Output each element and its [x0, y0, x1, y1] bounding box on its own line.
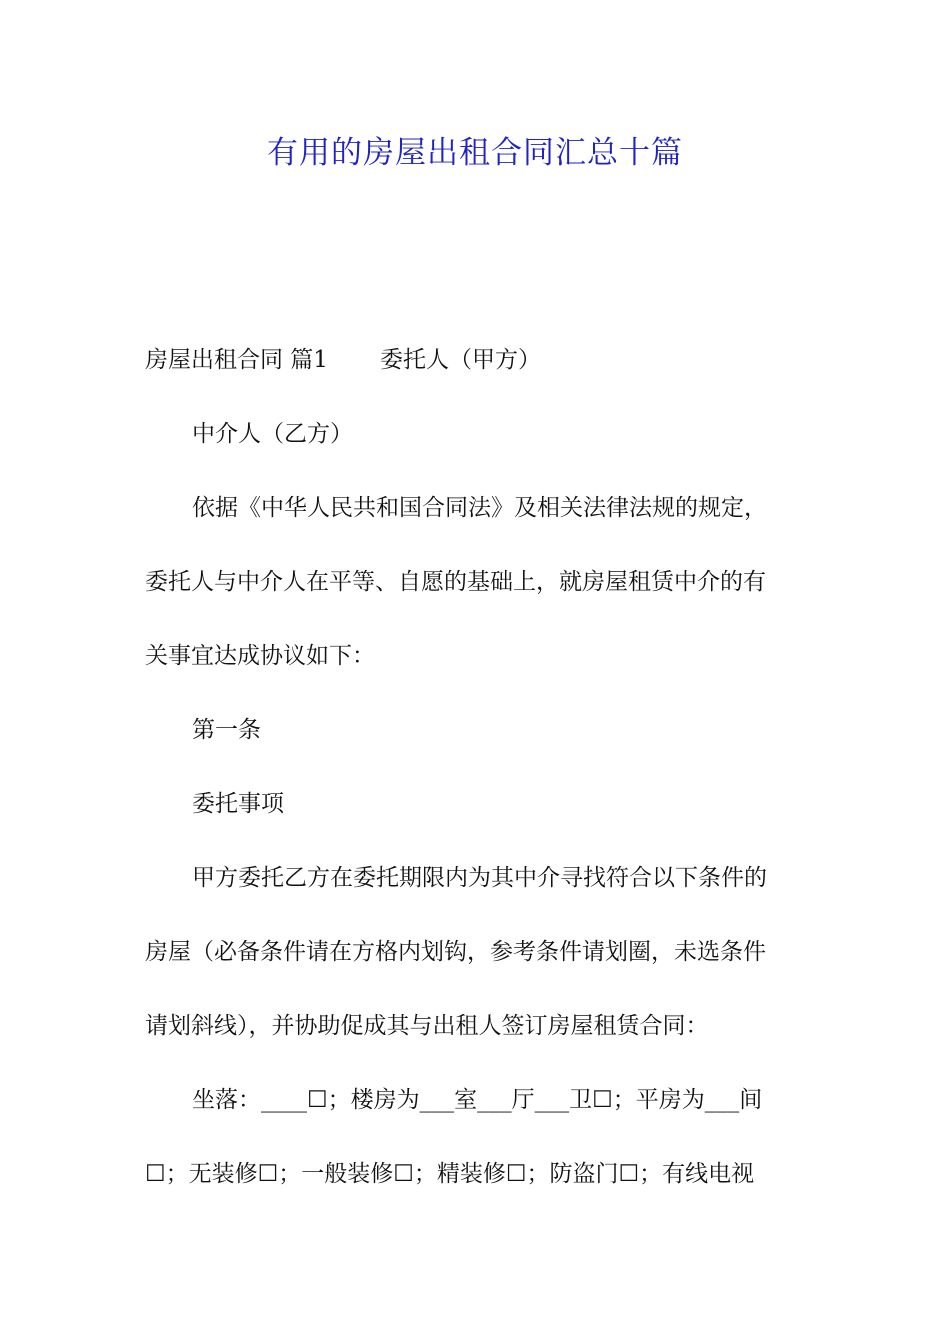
section-heading-line [145, 340, 810, 414]
document-body [145, 340, 810, 1228]
paragraph-line: 请划斜线），并协助促成其与出租人签订房屋租赁合同： [145, 1013, 709, 1039]
paragraph-line: 委托人与中介人在平等、自愿的基础上，就房屋租赁中介的有 [145, 569, 766, 595]
paragraph-line: 委托事项 [192, 791, 284, 817]
document-title: 有用的房屋出租合同汇总十篇 [267, 135, 683, 171]
paragraph-line: 依据《中华人民共和国合同法》及相关法律法规的规定， [192, 495, 767, 521]
party-a-label: 委托人（甲方） [379, 347, 541, 373]
paragraph-line: 关事宜达成协议如下： [145, 643, 375, 669]
paragraph-line: ☐；无装修☐；一般装修☐；精装修☐；防盗门☐；有线电视 [145, 1161, 755, 1187]
paragraph-line: 房屋（必备条件请在方格内划钩，参考条件请划圈，未选条件 [145, 939, 766, 965]
paragraph-line: 甲方委托乙方在委托期限内为其中介寻找符合以下条件的 [192, 865, 767, 891]
section-heading: 房屋出租合同 篇1 [145, 347, 328, 373]
paragraph-line: 第一条 [192, 717, 261, 743]
paragraph-line: 中介人（乙方） [192, 421, 353, 447]
paragraph-line: 坐落：____☐；楼房为___室___厅___卫☐；平房为___间 [192, 1087, 763, 1113]
